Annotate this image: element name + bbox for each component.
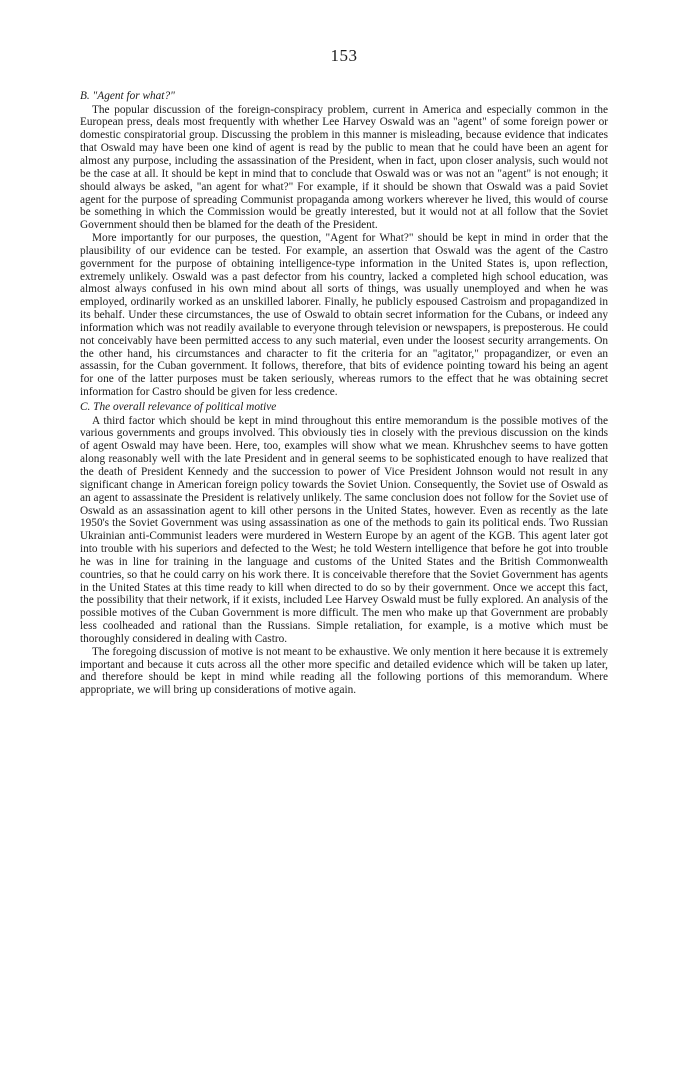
paragraph: The popular discussion of the foreign-conspiracy problem, current in America and especially common in the European press, deals most frequently with whether Lee Harvey Oswald was an "agent" of some foreign power or domestic conspiratorial group. Discussing the problem in this manner is misleading, because evidence that indicates that Oswald may have been one kind of agent is read by the public to mean that he could have been an agent for almost any purpose, including the assassination of the President, when in fact, upon closer analysis, such would not be the case at all. It should be kept in mind that to conclude that Oswald was or was not an "agent" is not enough; it should always be asked, "an agent for what?" For example, if it should be shown that Oswald was a paid Soviet agent for the purpose of spreading Communist propaganda among workers wherever he lived, this would of course be something in which the Commission would be greatly interested, but it would not at all follow that the Soviet Government should then be blamed for the death of the President. <box>80 103 608 232</box>
paragraph: A third factor which should be kept in mind throughout this entire memorandum is the possible motives of the various governments and groups involved. This obviously ties in closely with the previous discussion on the kinds of agent Oswald may have been. Here, too, examples will show what we mean. Khrushchev seems to have gotten along reasonably well with the late President and in general seems to be sophisticated enough to have realized that the death of President Kennedy and the succession to power of Vice President Johnson would not result in any significant change in American foreign policy towards the Soviet Union. Consequently, the Soviet use of Oswald as an agent to assassinate the President is relatively unlikely. The same conclusion does not follow for the Soviet use of Oswald as an assassination agent to kill other persons in the United States, however. Even as recently as the late 1950's the Soviet Government was using assassination as one of the methods to gain its political ends. Two Russian Ukrainian anti-Communist leaders were murdered in Western Europe by an agent of the KGB. This agent later got into trouble with his superiors and defected to the West; he told Western intelligence that before he got into trouble he was in line for training in the language and customs of the United States and the British Commonwealth countries, so that he could carry on his work there. It is conceivable therefore that the Soviet Government has agents in the United States at this time ready to kill when directed to do so by their government. Once we accept this fact, the possibility that their network, if it exists, included Lee Harvey Oswald must be fully explored. An analysis of the possible motives of the Cuban Government is more difficult. The men who make up that Government are probably less coolheaded and rational than the Russians. Simple retaliation, for example, is a motive which must be thoroughly considered in dealing with Castro. <box>80 414 608 645</box>
section-agent-for-what <box>80 90 608 399</box>
section-heading: B. "Agent for what?" <box>80 90 175 102</box>
paragraph: More importantly for our purposes, the question, "Agent for What?" should be kept in mind in order that the plausibility of our evidence can be tested. For example, an assertion that Oswald was the agent of the Castro government for the purpose of obtaining intelligence-type information in the United States is, upon reflection, extremely unlikely. Oswald was a past defector from his country, lacked a completed high school education, was almost always confused in his own mind about all sorts of things, was usually unemployed and when he was employed, ordinarily worked as an unskilled laborer. Finally, he publicly espoused Castroism and propagandized in its behalf. Under these circumstances, the use of Oswald to obtain secret information for the Cubans, or indeed any information which was not readily available to everyone through television or newspapers, is preposterous. He could not conceivably have been permitted access to any such material, even under the loosest security arrangements. On the other hand, his circumstances and character to fit the criteria for an "agitator," propagandizer, or even an assassin, for the Cuban government. It follows, therefore, that bits of evidence pointing toward his being an agent for one of the latter purposes must be taken seriously, whereas rumors to the effect that he was obtaining secret information for Castro should be given for less credence. <box>80 232 608 399</box>
document-page <box>80 46 608 697</box>
paragraph: The foregoing discussion of motive is not meant to be exhaustive. We only mention it here because it is extremely important and because it cuts across all the other more specific and detailed evidence which will be taken up later, and therefore should be kept in mind while reading all the following portions of this memorandum. Where appropriate, we will bring up considerations of motive again. <box>80 645 608 697</box>
page-number: 153 <box>330 46 358 65</box>
section-heading: C. The overall relevance of political motive <box>80 401 277 413</box>
section-political-motive <box>80 401 608 697</box>
